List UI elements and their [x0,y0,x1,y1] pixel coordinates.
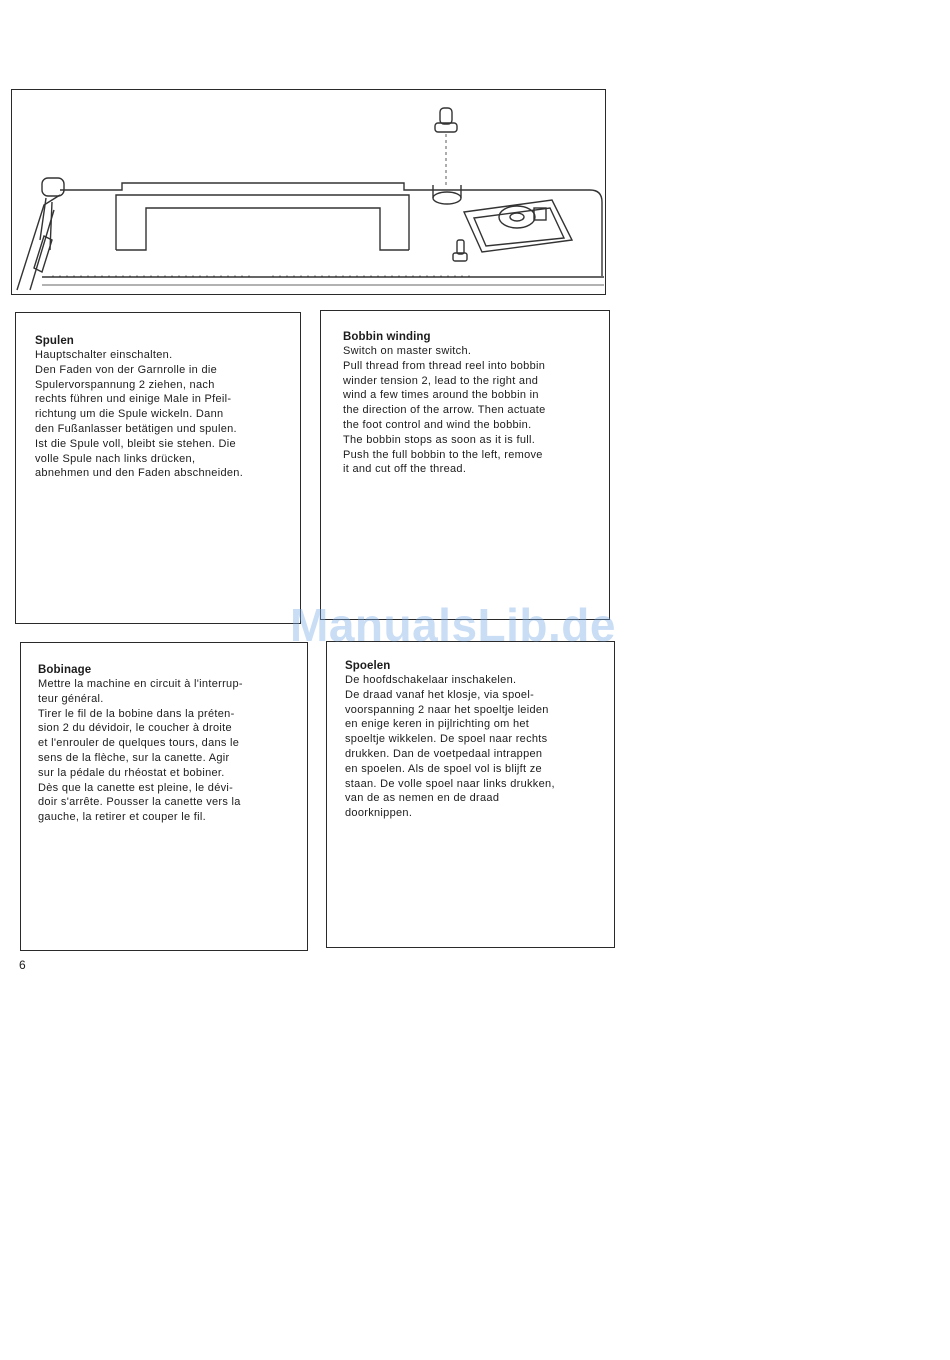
section-heading: Bobbin winding [343,331,431,343]
section-body: Switch on master switch. Pull thread from thread reel into bobbin winder tension 2, lead to the right and wind a few times around the bobbin in the direction of the arrow. Then actuate the foot control and wind the bobbin. The bobbin stops as soon as it is full. Push the full bobbin to the left, remove it and cut off the thread. [343,345,546,476]
page-number: 6 [19,958,26,972]
section-english [320,310,610,620]
section-body: Mettre la machine en circuit à l'interrup- teur général. Tirer le fil de la bobine dans la préten- sion 2 du dévidoir, le coucher à droite et l'enrouler de quelques tours, dans le sens de la flèche, sur la canette. Agir sur la pédale du rhéostat et bobiner. Dès que la canette est pleine, le dévi- doir s'arrête. Pousser la canette vers la gauche, la retirer et couper le fil. [38,678,243,824]
section-heading: Spoelen [345,660,391,672]
section-body: De hoofdschakelaar inschakelen. De draad vanaf het klosje, via spoel- voorspanning 2 naar het spoeltje leiden en enige keren in pijlrichting om het spoeltje wikkelen. De spoel naar rechts drukken. Dan de voetpedaal intrappen en spoelen. Als de spoel vol is blijft ze staan. De volle spoel naar links drukken, van de as nemen en de draad doorknippen. [345,674,555,820]
watermark: ManualsLib.de [290,599,616,651]
bobbin-winder-illustration [11,89,606,295]
section-body: Hauptschalter einschalten. Den Faden von der Garnrolle in die Spulervorspannung 2 ziehen, nach rechts führen und einige Male in Pfeil- richtung um die Spule wickeln. Dann den Fußanlasser betätigen und spulen. Ist die Spule voll, bleibt sie stehen. Die volle Spule nach links drücken, abnehmen und den Faden abschneiden. [35,349,244,480]
section-heading: Spulen [35,335,74,347]
sewing-machine-top-drawing [12,90,604,293]
section-heading: Bobinage [38,664,92,676]
section-dutch [326,641,615,948]
section-german [15,312,301,624]
section-french [20,642,308,951]
